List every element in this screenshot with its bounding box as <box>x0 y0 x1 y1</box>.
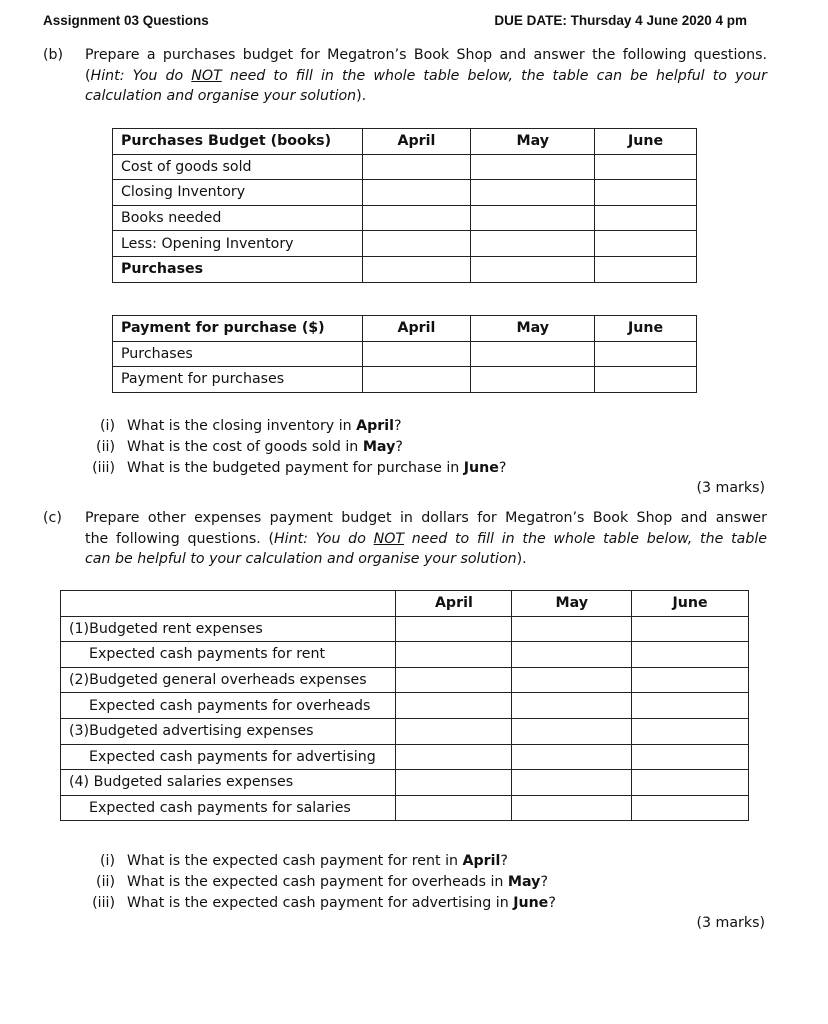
row-label: Cost of goods sold <box>113 154 363 180</box>
cell-april <box>362 367 471 393</box>
cell-june <box>632 642 749 668</box>
table-row <box>61 667 749 693</box>
cell-june <box>632 693 749 719</box>
header-title: Assignment 03 Questions <box>43 13 209 28</box>
column-header: May <box>471 129 595 155</box>
other-expenses-table <box>60 590 749 821</box>
table-row <box>61 744 749 770</box>
part-c-intro: (c) Prepare other expenses payment budget in dollars for Megatron’s Book Shop and answer the following questions. (Hint: You do NOT need to fill in the whole table below, the table can be helpful to your calculation and organise your solution). <box>43 510 767 567</box>
table-row <box>61 795 749 821</box>
row-label: Purchases <box>113 341 363 367</box>
row-label: Expected cash payments for advertising <box>61 744 396 770</box>
table-row <box>61 718 749 744</box>
row-label: Expected cash payments for rent <box>61 642 396 668</box>
column-header: May <box>471 316 595 342</box>
row-label: Expected cash payments for overheads <box>61 693 396 719</box>
cell-may <box>471 367 595 393</box>
cell-june <box>632 667 749 693</box>
table-row <box>113 154 697 180</box>
question-item: (i) What is the closing inventory in April? <box>99 418 402 434</box>
table-row <box>113 256 697 282</box>
question-item: (i) What is the expected cash payment for rent in April? <box>99 853 508 869</box>
cell-june <box>595 256 697 282</box>
cell-may <box>471 231 595 257</box>
part-b-marks: (3 marks) <box>696 480 765 496</box>
cell-april <box>362 154 471 180</box>
column-header: June <box>595 316 697 342</box>
cell-may <box>471 256 595 282</box>
cell-june <box>595 231 697 257</box>
cell-may <box>512 642 632 668</box>
column-header <box>61 591 396 617</box>
row-label: (2)Budgeted general overheads expenses <box>61 667 396 693</box>
cell-april <box>396 693 512 719</box>
cell-may <box>471 341 595 367</box>
column-header: April <box>396 591 512 617</box>
row-label: Payment for purchases <box>113 367 363 393</box>
question-item: (iii) What is the budgeted payment for purchase in June? <box>92 460 507 476</box>
cell-june <box>595 154 697 180</box>
column-header: June <box>595 129 697 155</box>
part-c-marks: (3 marks) <box>696 915 765 931</box>
cell-june <box>632 616 749 642</box>
cell-june <box>632 718 749 744</box>
table-row <box>113 205 697 231</box>
row-label: Less: Opening Inventory <box>113 231 363 257</box>
cell-may <box>471 180 595 206</box>
table-row <box>113 367 697 393</box>
cell-april <box>396 616 512 642</box>
cell-may <box>512 795 632 821</box>
question-item: (ii) What is the expected cash payment for overheads in May? <box>96 874 548 890</box>
part-b-questions <box>85 416 645 479</box>
cell-june <box>595 367 697 393</box>
table-row <box>113 180 697 206</box>
cell-may <box>512 667 632 693</box>
column-header: Payment for purchase ($) <box>113 316 363 342</box>
cell-april <box>362 180 471 206</box>
cell-june <box>632 795 749 821</box>
row-label: (3)Budgeted advertising expenses <box>61 718 396 744</box>
cell-may <box>512 744 632 770</box>
cell-may <box>512 770 632 796</box>
cell-june <box>595 341 697 367</box>
cell-june <box>632 744 749 770</box>
table-row <box>113 341 697 367</box>
table-row <box>61 616 749 642</box>
cell-may <box>512 693 632 719</box>
table-header-row <box>113 129 697 155</box>
cell-april <box>396 642 512 668</box>
column-header: Purchases Budget (books) <box>113 129 363 155</box>
part-b-intro: (b) Prepare a purchases budget for Megatron’s Book Shop and answer the following questions. (Hint: You do NOT need to fill in the whole table below, the table can be helpful to your calculation and organise your solution). <box>43 47 767 104</box>
column-header: April <box>362 129 471 155</box>
cell-april <box>396 744 512 770</box>
table-row <box>61 642 749 668</box>
row-label: Expected cash payments for salaries <box>61 795 396 821</box>
cell-april <box>396 718 512 744</box>
part-b-label: (b) <box>43 47 64 63</box>
cell-april <box>362 205 471 231</box>
column-header: June <box>632 591 749 617</box>
cell-may <box>471 205 595 231</box>
table-header-row <box>61 591 749 617</box>
purchases-budget-table <box>112 128 697 283</box>
row-label: (4) Budgeted salaries expenses <box>61 770 396 796</box>
part-b-intro-line: Prepare a purchases budget for Megatron’s Book Shop and answer the following questions. <box>85 47 767 63</box>
row-label: (1)Budgeted rent expenses <box>61 616 396 642</box>
cell-may <box>512 616 632 642</box>
cell-april <box>396 667 512 693</box>
question-item: (ii) What is the cost of goods sold in May? <box>96 439 403 455</box>
row-label: Closing Inventory <box>113 180 363 206</box>
table-header-row <box>113 316 697 342</box>
cell-april <box>362 341 471 367</box>
cell-june <box>595 180 697 206</box>
cell-april <box>396 770 512 796</box>
cell-may <box>512 718 632 744</box>
due-date: DUE DATE: Thursday 4 June 2020 4 pm <box>494 13 747 28</box>
cell-may <box>471 154 595 180</box>
cell-april <box>362 256 471 282</box>
payment-for-purchase-table <box>112 315 697 393</box>
part-c-label: (c) <box>43 510 62 526</box>
cell-june <box>595 205 697 231</box>
row-label: Books needed <box>113 205 363 231</box>
cell-june <box>632 770 749 796</box>
table-row <box>61 770 749 796</box>
question-item: (iii) What is the expected cash payment for advertising in June? <box>92 895 556 911</box>
row-label: Purchases <box>113 256 363 282</box>
column-header: May <box>512 591 632 617</box>
table-row <box>113 231 697 257</box>
column-header: April <box>362 316 471 342</box>
table-row <box>61 693 749 719</box>
cell-april <box>396 795 512 821</box>
part-c-questions <box>85 851 645 914</box>
cell-april <box>362 231 471 257</box>
